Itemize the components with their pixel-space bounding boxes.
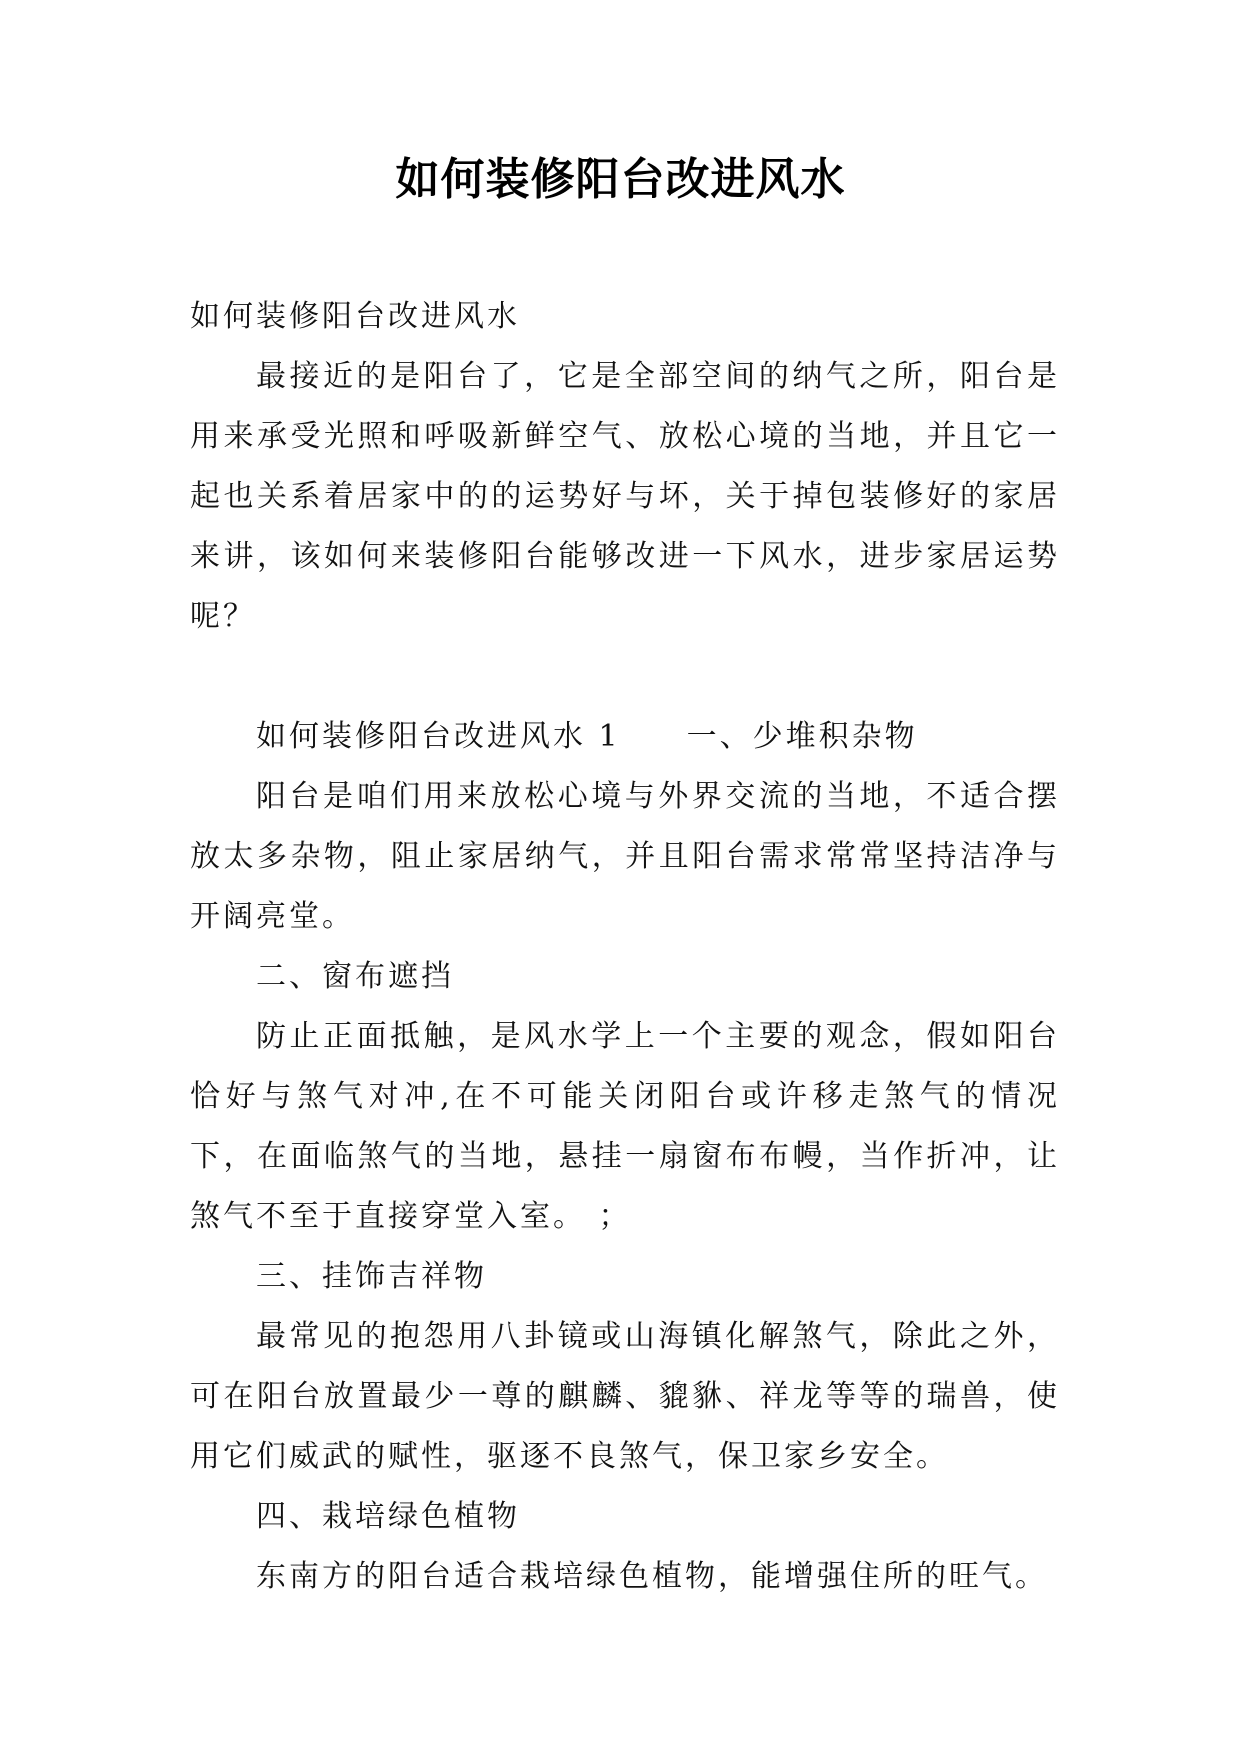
section-heading-3: 三、挂饰吉祥物 bbox=[256, 1259, 487, 1294]
section-heading-1: 如何装修阳台改进风水 1 一、少堆积杂物 bbox=[256, 719, 918, 754]
section-heading-4: 四、栽培绿色植物 bbox=[256, 1499, 520, 1534]
document-title: 如何装修阳台改进风水 bbox=[395, 154, 846, 205]
section-paragraph-3: 最常见的抱怨用八卦镜或山海镇化解煞气，除此之外，可在阳台放置最少一尊的麒麟、貔貅、祥龙等等的瑞兽，使用它们威武的赋性，驱逐不良煞气，保卫家乡安全。 bbox=[190, 1319, 1060, 1474]
intro-paragraph: 最接近的是阳台了，它是全部空间的纳气之所，阳台是用来承受光照和呼吸新鲜空气、放松心境的当地，并且它一起也关系着居家中的的运势好与坏，关于掉包装修好的家居来讲，该如何来装修阳台能够改进一下风水，进步家居运势呢？ bbox=[190, 359, 1060, 634]
document-body bbox=[190, 287, 1060, 1607]
section-heading-2: 二、窗布遮挡 bbox=[256, 959, 454, 994]
section-paragraph-4: 东南方的阳台适合栽培绿色植物，能增强住所的旺气。 bbox=[256, 1559, 1048, 1594]
section-paragraph-1: 阳台是咱们用来放松心境与外界交流的当地，不适合摆放太多杂物，阻止家居纳气，并且阳台需求常常坚持洁净与开阔亮堂。 bbox=[190, 779, 1060, 934]
paragraph-spacer bbox=[190, 647, 1060, 707]
section-paragraph-2: 防止正面抵触，是风水学上一个主要的观念，假如阳台恰好与煞气对冲,在不可能关闭阳台或许移走煞气的情况下，在面临煞气的当地，悬挂一扇窗布布幔，当作折冲，让煞气不至于直接穿堂入室。 ； bbox=[190, 1019, 1060, 1234]
body-heading: 如何装修阳台改进风水 bbox=[190, 299, 520, 334]
